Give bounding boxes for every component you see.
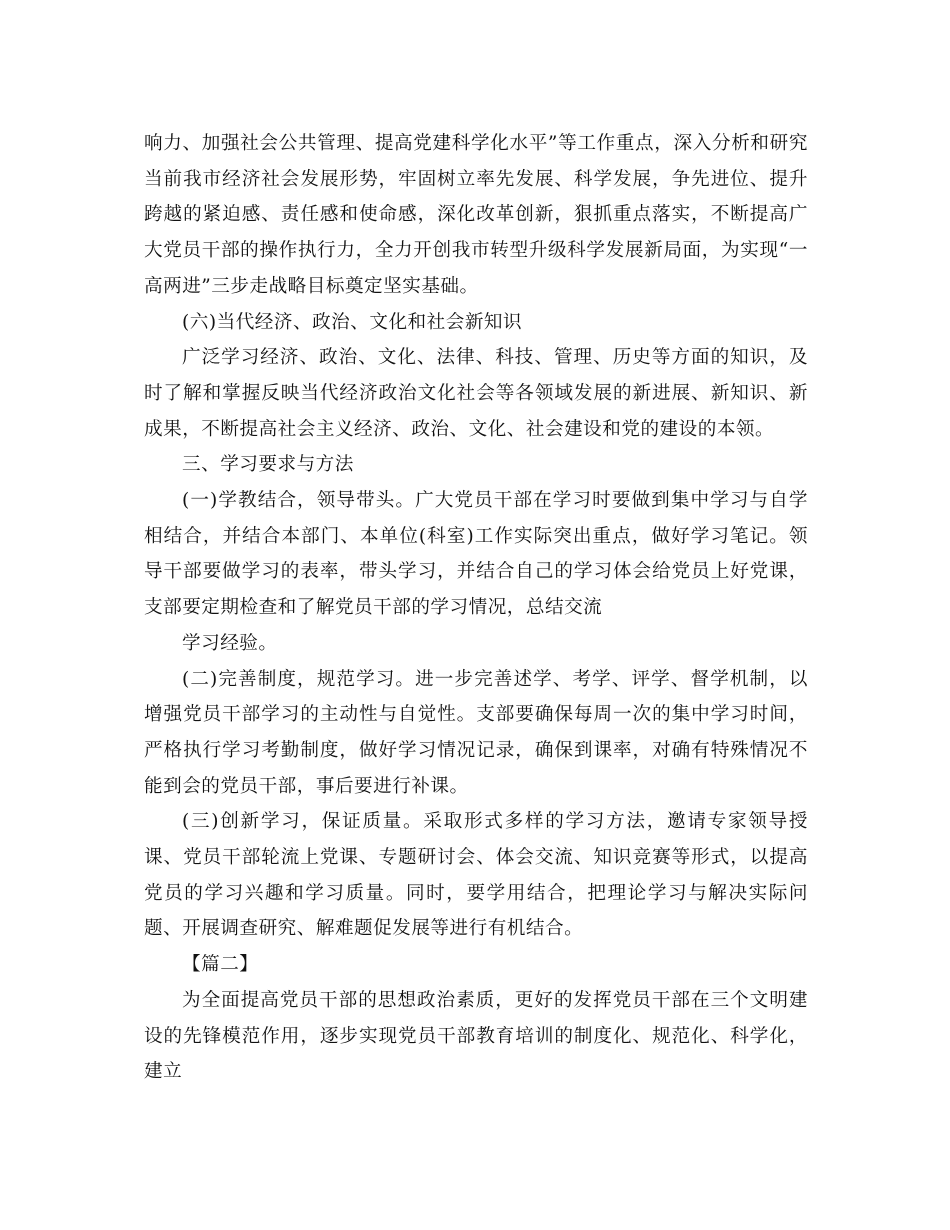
paragraph-fragment: 学习经验。 — [182, 632, 278, 654]
document-body — [144, 126, 808, 1090]
paragraph-method-three: (三)创新学习，保证质量。采取形式多样的学习方法，邀请专家领导授课、党员干部轮流上党课、专题研讨会、体会交流、知识竞赛等形式，以提高党员的学习兴趣和学习质量。同时，要学用结合，把理论学习与解决实际问题、开展调查研究、解难题促发展等进行有机结合。 — [144, 811, 808, 940]
section-heading-part-two: 【篇二】 — [182, 954, 259, 976]
paragraph-method-one: (一)学教结合，领导带头。广大党员干部在学习时要做到集中学习与自学相结合，并结合本部门、本单位(科室)工作实际突出重点，做好学习笔记。领导干部要做学习的表率，带头学习，并结合自己的学习体会给党员上好党课，支部要定期检查和了解党员干部的学习情况，总结交流 — [144, 490, 808, 619]
paragraph-knowledge: 广泛学习经济、政治、文化、法律、科技、管理、历史等方面的知识，及时了解和掌握反映当代经济政治文化社会等各领域发展的新进展、新知识、新成果，不断提高社会主义经济、政治、文化、社会建设和党的建设的本领。 — [144, 347, 808, 440]
paragraph-continuation: 响力、加强社会公共管理、提高党建科学化水平”等工作重点，深入分析和研究当前我市经济社会发展形势，牢固树立率先发展、科学发展，争先进位、提升跨越的紧迫感、责任感和使命感，深化改革创新，狠抓重点落实，不断提高广大党员干部的操作执行力，全力开创我市转型升级科学发展新局面，为实现“一高两进”三步走战略目标奠定坚实基础。 — [144, 133, 808, 297]
paragraph-method-two: (二)完善制度，规范学习。进一步完善述学、考学、评学、督学机制，以增强党员干部学习的主动性与自觉性。支部要确保每周一次的集中学习时间，严格执行学习考勤制度，做好学习情况记录，确保到课率，对确有特殊情况不能到会的党员干部，事后要进行补课。 — [144, 668, 808, 797]
section-heading-six: (六)当代经济、政治、文化和社会新知识 — [182, 311, 523, 333]
section-heading-three: 三、学习要求与方法 — [182, 454, 354, 476]
paragraph-part-two-intro: 为全面提高党员干部的思想政治素质，更好的发挥党员干部在三个文明建设的先锋模范作用，逐步实现党员干部教育培训的制度化、规范化、科学化，建立 — [144, 989, 808, 1083]
